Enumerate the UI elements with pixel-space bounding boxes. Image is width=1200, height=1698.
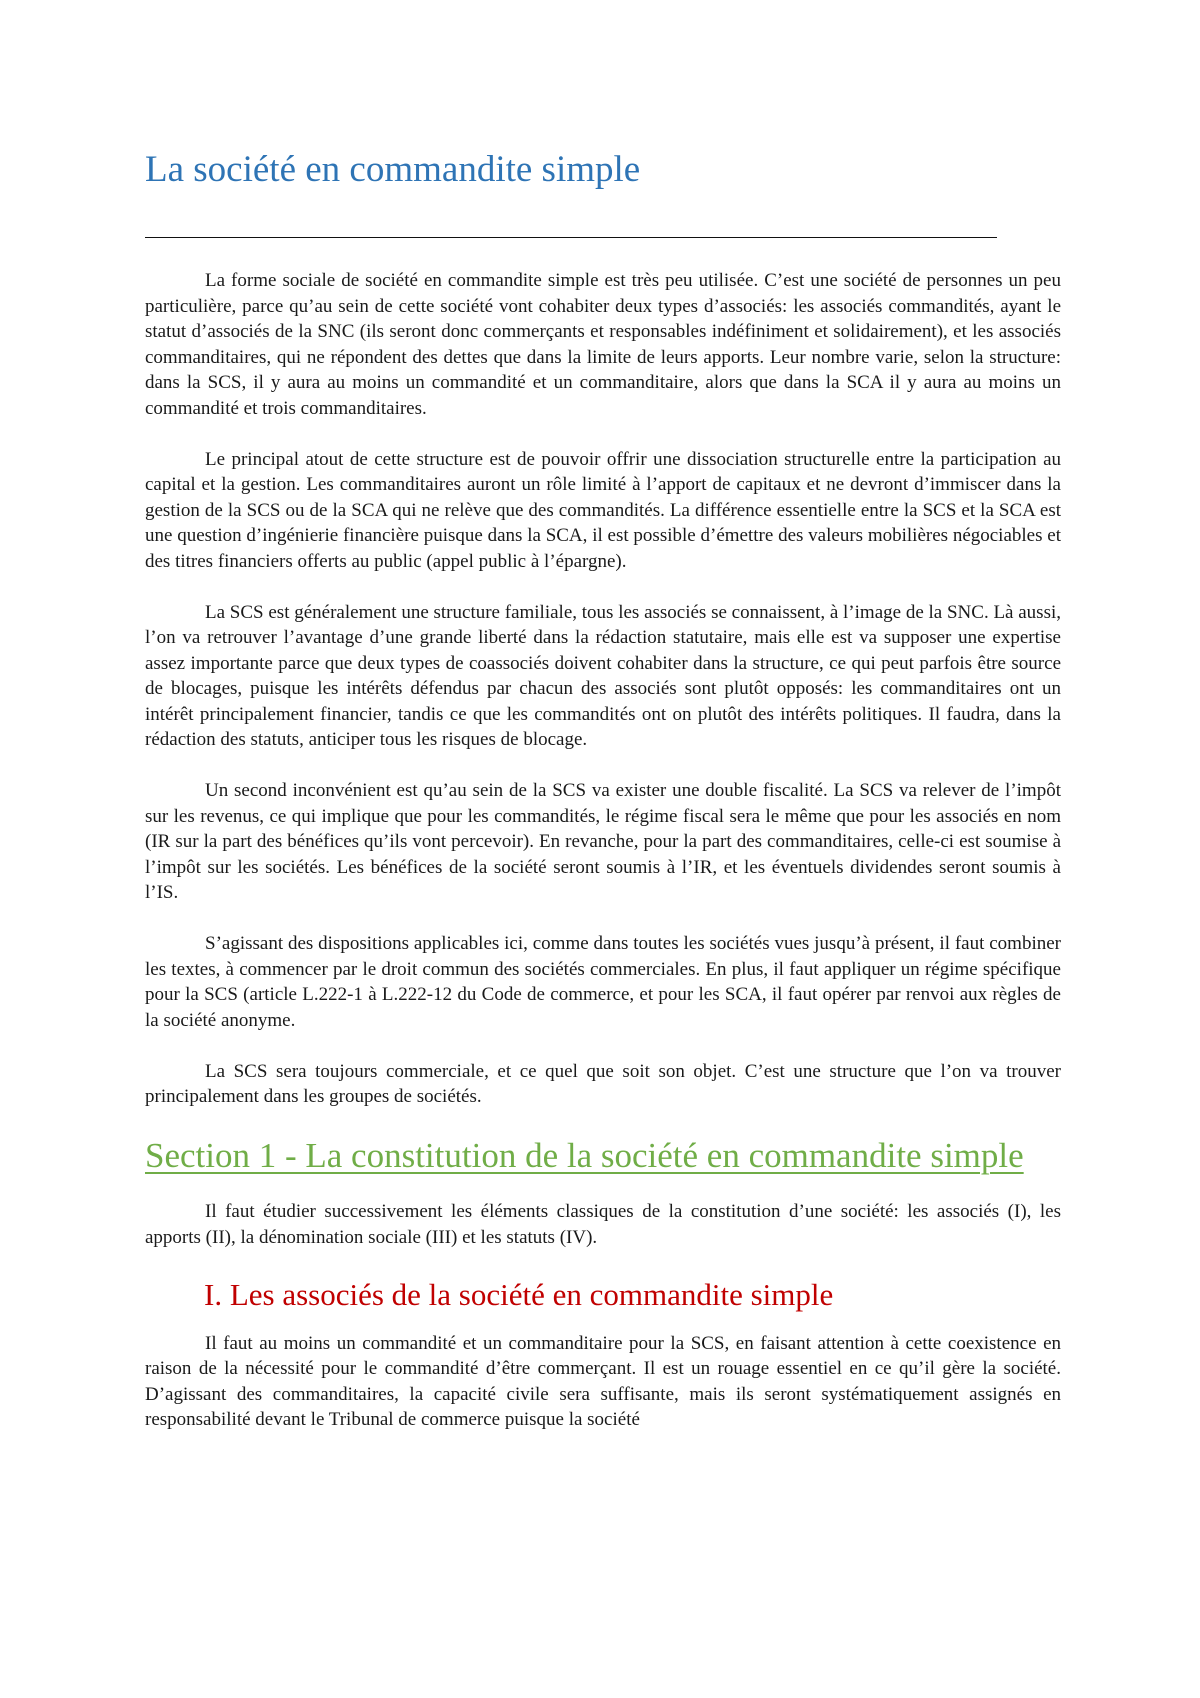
paragraph-familiale: La SCS est généralement une structure familiale, tous les associés se connaissent, à l’image de la SNC. Là aussi, l’on va retrouver l’avantage d’une grande liberté dans la rédaction statutaire, mais elle est va supposer une expertise assez importante parce que deux types de coassociés doivent cohabiter dans la structure, ce qui peut parfois être source de blocages, puisque les intérêts défendus par chacun des associés sont plutôt opposés: les commanditaires ont un intérêt principalement financier, tandis ce que les commandités ont on plutôt des intérêts politiques. Il faudra, dans la rédaction des statuts, anticiper tous les risques de blocage. xyxy=(145,601,1061,750)
section-1-heading: Section 1 - La constitution de la société en commandite simple xyxy=(145,1136,1024,1175)
paragraph-dispositions: S’agissant des dispositions applicables ici, comme dans toutes les sociétés vues jusqu’à présent, il faut combiner les textes, à commencer par le droit commun des sociétés commerciales. En plus, il faut appliquer un régime spécifique pour la SCS (article L.222-1 à L.222-12 du Code de commerce, et pour les SCA, il faut opérer par renvoi aux règles de la société anonyme. xyxy=(145,933,1061,1031)
paragraph-fiscalite: Un second inconvénient est qu’au sein de la SCS va exister une double fiscalité. La SCS va relever de l’impôt sur les revenus, ce qui implique que pour les commandités, le régime fiscal sera le même que pour les associés en nom (IR sur la part des bénéfices qu’ils vont percevoir). En revanche, pour la part des commanditaires, celle-ci est soumise à l’impôt sur les sociétés. Les bénéfices de la société seront soumis à l’IR, et les éventuels dividendes seront soumis à l’IS. xyxy=(145,780,1061,903)
paragraph-atout: Le principal atout de cette structure est de pouvoir offrir une dissociation structurelle entre la participation au capital et la gestion. Les commanditaires auront un rôle limité à l’apport de capitaux et ne devront d’immiscer dans la gestion de la SCS ou de la SCA qui ne relève que des commandités. La différence essentielle entre la SCS et la SCA est une question d’ingénierie financière puisque dans la SCA, il est possible d’émettre des valeurs mobilières négociables et des titres financiers offerts au public (appel public à l’épargne). xyxy=(145,448,1061,572)
document-body xyxy=(145,268,1061,1433)
paragraph-commerciale: La SCS sera toujours commerciale, et ce quel que soit son objet. C’est une structure que l’on va trouver principalement dans les groupes de sociétés. xyxy=(145,1060,1061,1107)
subsection-1-heading: I. Les associés de la société en commandite simple xyxy=(204,1276,834,1312)
section-1-paragraph: Il faut étudier successivement les éléments classiques de la constitution d’une société: les associés (I), les apports (II), la dénomination sociale (III) et les statuts (IV). xyxy=(145,1201,1061,1248)
title-divider xyxy=(145,237,997,238)
subsection-1-paragraph: Il faut au moins un commandité et un commanditaire pour la SCS, en faisant attention à cette coexistence en raison de la nécessité pour le commandité d’être commerçant. Il est un rouage essentiel en ce qu’il gère la société. D’agissant des commanditaires, la capacité civile sera suffisante, mais ils seront systématiquement assignés en responsabilité devant le Tribunal de commerce puisque la société xyxy=(145,1332,1061,1431)
document-title: La société en commandite simple xyxy=(145,149,641,190)
paragraph-intro: La forme sociale de société en commandite simple est très peu utilisée. C’est une société de personnes un peu particulière, parce qu’au sein de cette société vont cohabiter deux types d’associés: les associés commandités, ayant le statut d’associés de la SNC (ils seront donc commerçants et responsables indéfiniment et solidairement), et les associés commanditaires, qui ne répondent des dettes que dans la limite de leurs apports. Leur nombre varie, selon la structure: dans la SCS, il y aura au moins un commandité et un commanditaire, alors que dans la SCA il y aura au moins un commandité et trois commanditaires. xyxy=(145,270,1061,419)
